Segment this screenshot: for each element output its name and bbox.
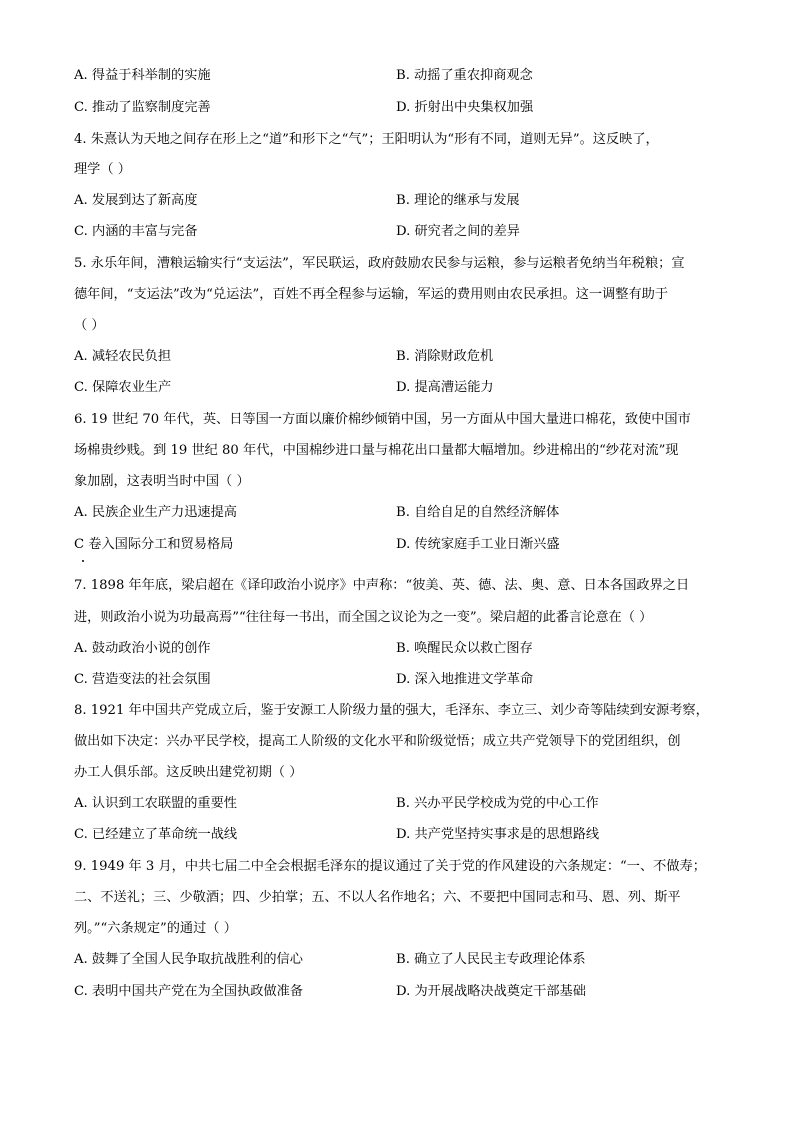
q6-stem-line-3: 象加剧，这表明当时中国（ ）: [74, 474, 250, 489]
q7-option-a[interactable]: A. 鼓动政治小说的创作: [74, 641, 211, 656]
q7-option-c[interactable]: C. 营造变法的社会氛围: [74, 672, 211, 687]
q4-option-b[interactable]: B. 理论的继承与发展: [396, 193, 520, 208]
q3-option-b[interactable]: B. 动摇了重农抑商观念: [396, 68, 533, 83]
q7-stem-line-1: 7. 1898 年年底，梁启超在《译印政治小说序》中声称：“彼美、英、德、法、奥、意、日本各国政界之日: [74, 578, 690, 593]
q6-stem-line-2: 场棉贵纱贱。到 19 世纪 80 年代，中国棉纱进口量与棉花出口量都大幅增加。纱进棉出的“纱花对流”现: [74, 443, 679, 458]
q4-option-c[interactable]: C. 内涵的丰富与完备: [74, 224, 198, 239]
q9-stem-line-3: 列。”“六条规定”的通过（ ）: [74, 921, 237, 936]
q8-stem-line-2: 做出如下决定：兴办平民学校，提高工人阶级的文化水平和阶级觉悟；成立共产党领导下的党团组织，创: [74, 734, 681, 749]
q8-option-d[interactable]: D. 共产党坚持实事求是的思想路线: [396, 827, 600, 842]
q8-stem-line-1: 8. 1921 年中国共产党成立后，鉴于安源工人阶级力量的强大，毛泽东、李立三、刘少奇等陆续到安源考察，: [74, 703, 709, 718]
q5-option-b[interactable]: B. 消除财政危机: [396, 349, 494, 364]
q9-stem-line-1: 9. 1949 年 3 月，中共七届二中全会根据毛泽东的提议通过了关于党的作风建设的六条规定：“一、不做寿；: [74, 859, 706, 874]
q5-option-d[interactable]: D. 提高漕运能力: [396, 380, 494, 395]
q5-stem-line-3: （ ）: [74, 318, 105, 333]
q8-option-a[interactable]: A. 认识到工农联盟的重要性: [74, 796, 237, 811]
q6-option-b[interactable]: B. 自给自足的自然经济解体: [396, 505, 560, 520]
q8-stem-line-3: 办工人俱乐部。这反映出建党初期（ ）: [74, 765, 303, 780]
stray-mark: [82, 560, 84, 562]
q4-stem-line-1: 4. 朱熹认为天地之间存在形上之“道”和形下之“气”；王阳明认为“形有不同，道则无异”。这反映了，: [74, 132, 659, 147]
q3-option-d[interactable]: D. 折射出中央集权加强: [396, 100, 534, 115]
q9-option-b[interactable]: B. 确立了人民民主专政理论体系: [396, 952, 586, 967]
q6-option-d[interactable]: D. 传统家庭手工业日渐兴盛: [396, 537, 560, 552]
q5-stem-line-1: 5. 永乐年间，漕粮运输实行“支运法”，军民联运，政府鼓励农民参与运粮，参与运粮者免纳当年税粮；宣: [74, 256, 685, 271]
q6-option-c[interactable]: C 卷入国际分工和贸易格局: [74, 537, 234, 552]
q3-option-c[interactable]: C. 推动了监察制度完善: [74, 100, 211, 115]
q8-option-b[interactable]: B. 兴办平民学校成为党的中心工作: [396, 796, 599, 811]
q6-option-a[interactable]: A. 民族企业生产力迅速提高: [74, 505, 237, 520]
q9-option-d[interactable]: D. 为开展战略决战奠定干部基础: [396, 984, 586, 999]
q5-option-a[interactable]: A. 减轻农民负担: [74, 349, 172, 364]
q4-stem-line-2: 理学（ ）: [74, 162, 131, 177]
q5-stem-line-2: 德年间，“支运法”改为“兑运法”，百姓不再全程参与运输，军运的费用则由农民承担。这一调整有助于: [74, 287, 669, 302]
q8-option-c[interactable]: C. 已经建立了革命统一战线: [74, 827, 238, 842]
q9-option-a[interactable]: A. 鼓舞了全国人民争取抗战胜利的信心: [74, 952, 303, 967]
q9-option-c[interactable]: C. 表明中国共产党在为全国执政做准备: [74, 984, 304, 999]
q7-option-d[interactable]: D. 深入地推进文学革命: [396, 672, 534, 687]
q5-option-c[interactable]: C. 保障农业生产: [74, 380, 172, 395]
q4-option-d[interactable]: D. 研究者之间的差异: [396, 224, 520, 239]
q7-stem-line-2: 进，则政治小说为功最高焉”“往往每一书出，而全国之议论为之一变”。梁启超的此番言论意在（ ）: [74, 610, 653, 625]
q4-option-a[interactable]: A. 发展到达了新高度: [74, 193, 198, 208]
q3-option-a[interactable]: A. 得益于科举制的实施: [74, 68, 211, 83]
q6-stem-line-1: 6. 19 世纪 70 年代，英、日等国一方面以廉价棉纱倾销中国，另一方面从中国大量进口棉花，致使中国市: [74, 412, 691, 427]
q9-stem-line-2: 二、不送礼；三、少敬酒；四、少拍掌；五、不以人名作地名；六、不要把中国同志和马、恩、列、斯平: [74, 890, 681, 905]
q7-option-b[interactable]: B. 唤醒民众以救亡图存: [396, 641, 533, 656]
